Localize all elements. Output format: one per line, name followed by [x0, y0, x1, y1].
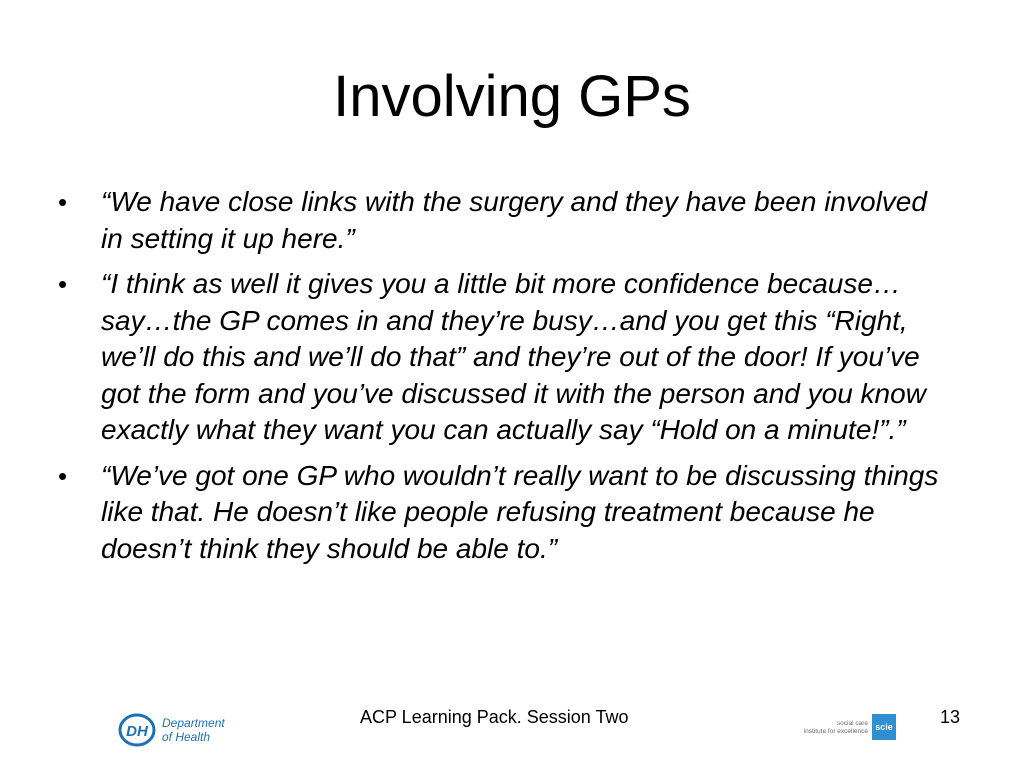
- bullet-list: [56, 184, 956, 576]
- dh-logo-mark: DH: [126, 723, 148, 740]
- slide-title: Involving GPs: [333, 64, 691, 129]
- scie-logo-line2: institute for excellence: [803, 728, 868, 735]
- scie-logo-wordmark: [804, 720, 868, 736]
- bullet-marker: •: [58, 460, 68, 491]
- bullet-item: [56, 458, 956, 568]
- footer-title: ACP Learning Pack. Session Two: [360, 707, 629, 727]
- dh-logo-icon: [118, 712, 158, 748]
- scie-logo-line1: social care: [836, 720, 868, 727]
- bullet-item: [56, 184, 956, 257]
- dh-logo-line1: Department: [162, 716, 225, 730]
- bullet-marker: •: [58, 269, 68, 299]
- page-number: 13: [940, 707, 961, 727]
- scie-logo: [800, 714, 896, 744]
- bullet-text: “We have close links with the surgery and they have been involved in setting it up here.”: [101, 186, 927, 254]
- bullet-marker: •: [58, 187, 68, 217]
- department-of-health-logo: [118, 712, 238, 752]
- scie-logo-icon: scie: [872, 714, 896, 740]
- bullet-item: [56, 266, 956, 449]
- dh-logo-wordmark: [162, 716, 225, 744]
- bullet-text: “We’ve got one GP who wouldn’t really want to be discussing things like that. He doesn’t like people refusing treatment because he doesn’t think they should be able to.”: [101, 459, 939, 564]
- dh-logo-line2: of Health: [162, 730, 211, 744]
- bullet-text: “I think as well it gives you a little bit more confidence because…say…the GP comes in and they’re busy…and you get this “Right, we’ll do this and we’ll do that” and they’re out of the door! If you’ve got the form and you’ve discussed it with the person and you know exactly what they want you can actually say “Hold on a minute!”.”: [101, 268, 926, 445]
